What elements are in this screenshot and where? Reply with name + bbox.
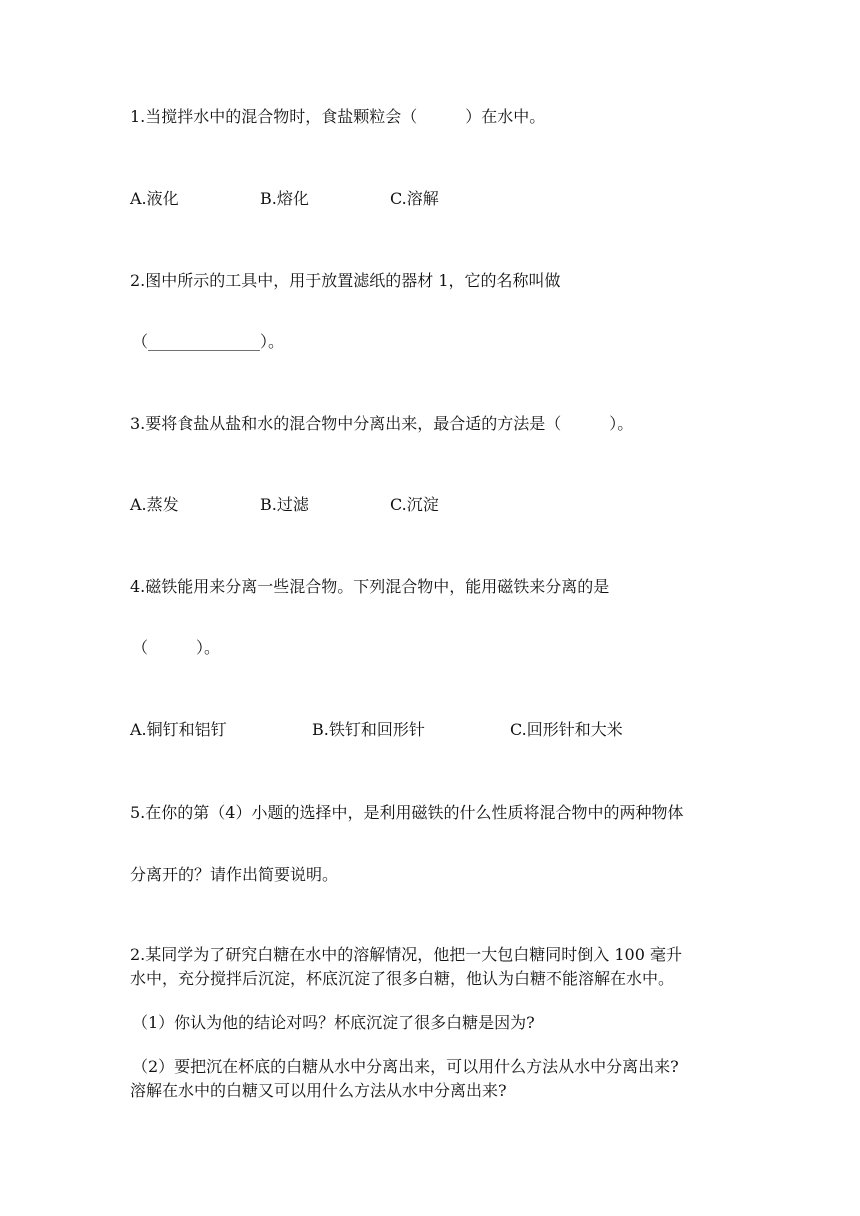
q3-option-c: C.沉淀 <box>390 495 439 514</box>
q2-stem: 2.图中所示的工具中，用于放置滤纸的器材 1，它的名称叫做 <box>130 271 561 290</box>
p2-stem-line2: 水中，充分搅拌后沉淀，杯底沉淀了很多白糖，他认为白糖不能溶解在水中。 <box>130 969 675 988</box>
p2-stem-line1: 2.某同学为了研究白糖在水中的溶解情况，他把一大包白糖同时倒入 100 毫升 <box>130 945 682 964</box>
p2-subquestion-2-line2: 溶解在水中的白糖又可以用什么方法从水中分离出来? <box>130 1081 507 1100</box>
q1-option-b: B.熔化 <box>260 189 309 208</box>
p2-subquestion-2-line1: （2）要把沉在杯底的白糖从水中分离出来，可以用什么方法从水中分离出来? <box>132 1057 679 1076</box>
q4-option-c: C.回形针和大米 <box>510 720 623 739</box>
q5-stem-line1: 5.在你的第（4）小题的选择中，是利用磁铁的什么性质将混合物中的两种物体 <box>130 803 684 822</box>
q4-stem: 4.磁铁能用来分离一些混合物。下列混合物中，能用磁铁来分离的是 <box>130 577 610 596</box>
p2-subquestion-1: （1）你认为他的结论对吗？杯底沉淀了很多白糖是因为? <box>132 1013 535 1032</box>
q4-option-b: B.铁钉和回形针 <box>312 720 425 739</box>
q4-answer-blank: （ ）。 <box>132 638 221 657</box>
q4-option-a: A.铜钉和铝钉 <box>130 720 227 739</box>
q1-option-c: C.溶解 <box>390 189 439 208</box>
q3-option-a: A.蒸发 <box>130 495 179 514</box>
q5-stem-line2: 分离开的？请作出简要说明。 <box>130 865 339 884</box>
q2-answer-blank: （______________）。 <box>132 332 285 351</box>
q3-option-b: B.过滤 <box>260 495 309 514</box>
q3-stem: 3.要将食盐从盐和水的混合物中分离出来，最合适的方法是（ ）。 <box>130 414 634 433</box>
q1-stem: 1.当搅拌水中的混合物时，食盐颗粒会（ ）在水中。 <box>130 107 546 126</box>
q1-option-a: A.液化 <box>130 189 179 208</box>
